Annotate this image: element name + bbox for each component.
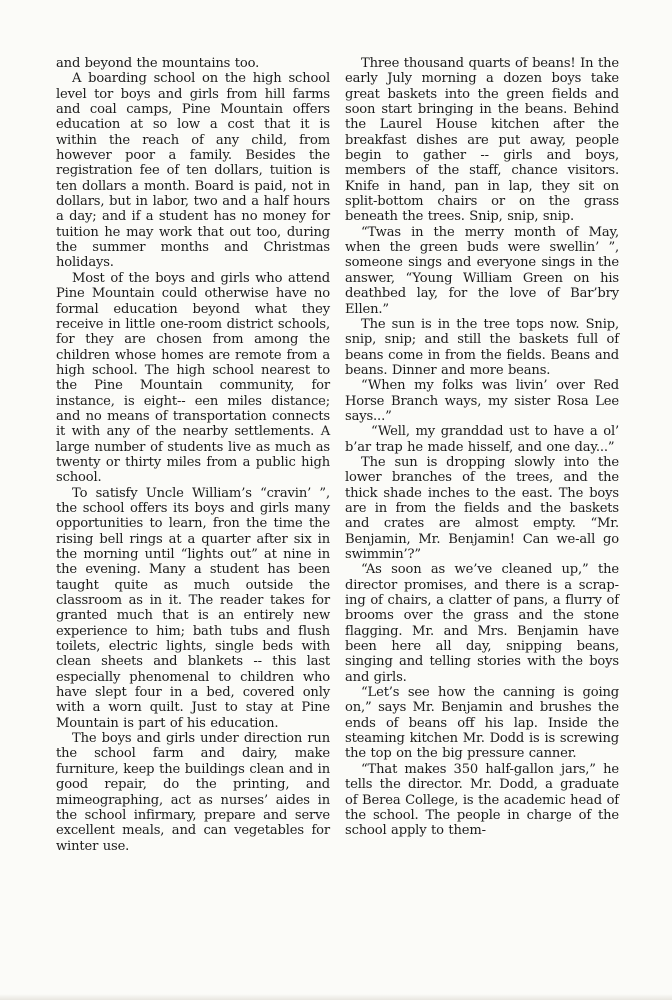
left-text-column xyxy=(56,56,330,854)
paragraph-sun-tree-tops: The sun is in the tree tops now. Snip, snip, snip; and still the baskets full of beans come in from the fields. Beans and beans. Dinner and more beans. xyxy=(345,316,619,378)
paragraph-canning: “Let’s see how the canning is going on,” says Mr. Benjamin and brushes the ends of beans off his lap. Inside the steaming kitchen Mr. Dodd is is screwing the top on the big pressure canner. xyxy=(345,685,619,762)
paragraph-continuation: and beyond the mountains too. xyxy=(56,56,260,71)
paragraph-beans: Three thousand quarts of beans! In the early July morning a dozen boys take great baskets into the green fields and soon start bringing in the beans. Behind the Laurel House kitchen after the breakfast dishes are put away, people begin to gather -- girls and boys, members of the staff, chance visitors. Knife in hand, pan in lap, they sit on split-bottom chairs or on the grass beneath the trees. Snip, snip, snip. xyxy=(345,56,619,225)
paragraph-students-origin: Most of the boys and girls who attend Pine Mountain could otherwise have no formal education beyond what they receive in little one-room district schools, for they are chosen from among the children whose homes are remote from a high school. The high school nearest to the Pine Mountain community, for instance, is eight-- een miles distance; and no means of transportation connects it with any of the nearby settlements. A large number of students live as much as twenty or thirty miles from a public high school. xyxy=(56,270,330,486)
right-text-column xyxy=(345,56,619,839)
paragraph-opportunities: To satisfy Uncle William’s “cravin’ ”, the school offers its boys and girls many opportunities to learn, fron the time the rising bell rings at a quarter after six in the morning until “lights out” at nine in the evening. Many a student has been taught quite as much outside the classroom as in it. The reader takes for granted much that is an entirely new experience to him; bath tubs and flush toilets, electric lights, single beds with clean sheets and blankets -- this last especially phenomenal to children who have slept four in a bed, covered only with a worn quilt. Just to stay at Pine Mountain is part of his education. xyxy=(56,485,330,731)
paragraph-granddad-story: “Well, my granddad ust to have a ol’ b’ar trap he made hisself, and one day...” xyxy=(345,424,619,455)
paragraph-folks-story: “When my folks was livin’ over Red Horse Branch ways, my sister Rosa Lee says...” xyxy=(345,378,619,424)
paragraph-sun-dropping: The sun is dropping slowly into the lower branches of the trees, and the thick shade inches to the east. The boys are in from the fields and the baskets and crates are almost empty. “Mr. Benjamin, Mr. Benjamin! Can we-all go swimmin’?” xyxy=(345,454,619,562)
paragraph-song: “Twas in the merry month of May, when the green buds were swellin’ ”, someone sings and everyone sings in the answer, “Young William Green on his deathbed lay, for the love of Bar’bry Ellen.” xyxy=(345,224,619,317)
paragraph-boarding-school: A boarding school on the high school level tor boys and girls from hill farms and coal camps, Pine Mountain offers education at so low a cost that it is within the reach of any child, from however poor a family. Besides the registration fee of ten dollars, tuition is ten dollars a month. Board is paid, not in dollars, but in labor, two and a half hours a day; and if a student has no money for tuition he may work that out too, during the summer months and Christmas holidays. xyxy=(56,71,330,271)
paragraph-cleanup: “As soon as we’ve cleaned up,” the director promises, and there is a scraping of chairs, a clatter of pans, a flurry of brooms over the grass and the stone flagging. Mr. and Mrs. Benjamin have been here all day, snipping beans, singing and telling stories with the boys and girls. xyxy=(345,562,619,685)
paragraph-jars: “That makes 350 half-gallon jars,” he tells the director. Mr. Dodd, a graduate of Berea College, is the academic head of the school. The people in charge of the school apply to them- xyxy=(345,761,619,839)
paragraph-student-work: The boys and girls under direction run the school farm and dairy, make furniture, keep the buildings clean and in good repair, do the printing, and mimeographing, act as nurses’ aides in the school infirmary, prepare and serve excellent meals, and can vegetables for winter use. xyxy=(56,731,330,854)
page-bottom-edge xyxy=(0,994,672,1000)
